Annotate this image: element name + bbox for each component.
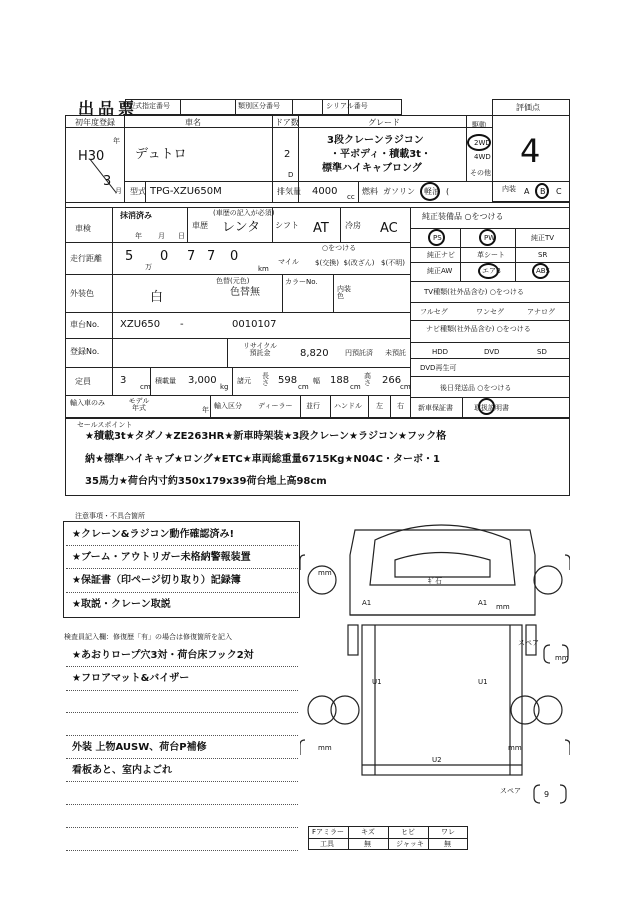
regno-label: 登録No. (70, 347, 100, 356)
disp-unit: cc (347, 193, 355, 201)
shift-value: AT (313, 221, 329, 236)
legend-h3: ヒビ (401, 828, 415, 836)
capacity-label: 定員 (75, 377, 91, 386)
door-unit: D (288, 171, 294, 179)
import-parallel: 並行 (306, 402, 320, 410)
doors-label: ドア数 (275, 118, 299, 127)
load-value: 3,000 (188, 375, 217, 386)
drive-2wd: 2WD (474, 139, 491, 147)
sales-point-label: セールスポイント (77, 421, 133, 429)
reg-label: 初年度登録 (75, 118, 115, 127)
mile-label: マイル (278, 258, 299, 266)
drive-4wd: 4WD (474, 153, 491, 161)
mileage-opt-label: ○をつける (322, 244, 357, 252)
mark-u2: U2 (432, 756, 442, 764)
sales-line-3: 35馬力★荷台内寸約350x179x39荷台地上高98cm (85, 476, 327, 487)
grade-label: グレード (368, 118, 400, 127)
recycle-label: リサイクル預託金 (242, 342, 278, 357)
mileage-label: 走行距離 (70, 254, 102, 263)
mileage-opt-1: $(交換) (315, 259, 339, 267)
len-value: 598 (278, 375, 298, 386)
month-unit: 月 (115, 187, 122, 195)
mileage-man: 万 (145, 263, 152, 271)
shift-label: シフト (275, 221, 299, 230)
history-value: レンタ (222, 220, 261, 235)
note-2: ★ブーム・アウトリガー未格納警報装置 (72, 552, 251, 563)
mileage-opt-2: $(改ざん) (343, 259, 375, 267)
fuel-label: 燃料 (362, 187, 378, 196)
spare-label-2: スペア (500, 787, 521, 795)
reg-month: 3 (103, 174, 112, 189)
equip-airbag: エアB (482, 267, 501, 275)
history-sub: (車歴の記入が必須) (213, 209, 275, 217)
capacity-value: 3 (120, 375, 127, 386)
len-unit: cm (298, 383, 309, 391)
equip-pw: PW (484, 234, 496, 242)
import-dist-label: 輸入区分 (214, 402, 242, 410)
legend-v1: 工具 (320, 840, 334, 848)
history-label: 車歴 (192, 221, 208, 230)
mm-3: mm (318, 744, 332, 752)
category-label: 類別区分番号 (238, 102, 280, 110)
drive-label: 駆動 (472, 121, 486, 129)
year-unit: 年 (113, 137, 120, 145)
load-label: 積載量 (155, 377, 176, 385)
interior-label: 内装 (502, 185, 516, 193)
import-year-unit: 年 (202, 406, 209, 414)
wid-value: 188 (330, 375, 350, 386)
mark-u1-right: U1 (478, 678, 488, 686)
mileage-d2: 0 (160, 249, 169, 264)
wid-unit: cm (350, 383, 361, 391)
tv-title: TV種類(社外品含む) ○をつける (424, 288, 524, 296)
wid-label: 幅 (313, 377, 320, 385)
color-change-label: 色替(元色) (216, 277, 250, 285)
navi-dvd-play: DVD再生可 (420, 364, 457, 372)
note-1: ★クレーン&ラジコン動作確認済み! (72, 529, 235, 540)
interior-b: B (540, 187, 546, 196)
interior-b-circle (535, 183, 549, 199)
color-value: 白 (150, 290, 164, 305)
note-3: ★保証書（印ページ切り取り）記録簿 (72, 575, 241, 586)
ac-label: 冷房 (345, 221, 361, 230)
spare-label-1: スペア (518, 639, 539, 647)
truck-damage-diagram (300, 515, 570, 815)
page-title: 出品票 (78, 99, 139, 118)
equip-abs-circle (532, 263, 549, 279)
inspector-5: 外装 上物AUSW、荷台P補修 (72, 742, 207, 753)
load-unit: kg (220, 383, 229, 391)
spare-value: 9 (544, 790, 550, 799)
navi-dvd: DVD (484, 348, 500, 356)
mileage-opt-3: $(不明) (381, 259, 405, 267)
equip-ps: PS (433, 234, 442, 242)
mileage-d5: 0 (230, 249, 239, 264)
serial-label: シリアル番号 (326, 102, 368, 110)
equip-tv: 純正TV (531, 234, 555, 242)
equip-ps-circle (428, 229, 445, 246)
equip-airbag-circle (478, 263, 499, 279)
chassis-prefix: XZU650 (120, 319, 161, 330)
import-model-year: モデル年式 (128, 397, 150, 412)
interior-c: C (556, 187, 562, 196)
certify-label: 型式指定番号 (128, 102, 170, 110)
mm-2: mm (496, 603, 510, 611)
recycle-unpaid: 未預託 (385, 349, 406, 357)
fuel-diesel: 軽油 (424, 187, 440, 196)
mark-chip: ｷﾞ石 (428, 577, 442, 585)
legend-h1: Fアミラー (312, 828, 345, 836)
inspect-month: 月 (158, 232, 165, 240)
mileage-d4: 7 (207, 249, 216, 264)
name-label: 車名 (185, 118, 201, 127)
model-label: 型式 (130, 187, 146, 196)
disp-label: 排気量 (277, 187, 301, 196)
recycle-unit: 円預託済 (345, 349, 373, 357)
handle-left: 左 (376, 402, 383, 410)
inspect-label: 車検 (75, 224, 91, 233)
equip-pw-circle (479, 229, 496, 246)
navi-sd: SD (537, 348, 547, 356)
chassis-dash: - (180, 319, 184, 330)
len-label: 長さ (262, 372, 269, 387)
reg-era: H30 (78, 149, 105, 164)
score-label: 評価点 (516, 103, 540, 112)
tv-oneseg: ワンセグ (476, 308, 504, 316)
legend-h2: キズ (361, 828, 375, 836)
capacity-unit: cm (140, 383, 151, 391)
hei-unit: cm (400, 383, 411, 391)
navi-hdd: HDD (432, 348, 449, 356)
mileage-km: km (258, 265, 269, 273)
tv-analog: アナログ (527, 308, 555, 316)
mileage-d3: 7 (187, 249, 196, 264)
grade-line-3: 標準ハイキャブロング (322, 163, 422, 174)
disp-value: 4000 (312, 186, 338, 197)
import-dealer: ディーラー (258, 402, 293, 410)
legend-v2: 無 (364, 840, 371, 848)
manual: 取扱説明書 (474, 404, 509, 412)
model-value: TPG-XZU650M (150, 186, 222, 197)
equip-sr: SR (538, 251, 548, 259)
equipment-title: 純正装備品 ○をつける (422, 212, 504, 221)
handle-right: 右 (397, 402, 404, 410)
recycle-value: 8,820 (300, 348, 329, 359)
chassis-label: 車台No. (70, 320, 100, 329)
equip-abs: ABS (536, 267, 550, 275)
fuel-diesel-circle (420, 182, 440, 201)
tv-fullseg: フルセグ (420, 308, 448, 316)
handle-label: ハンドル (334, 402, 362, 410)
mm-4: mm (508, 744, 522, 752)
inspect-day: 日 (178, 232, 185, 240)
mileage-d1: 5 (125, 249, 134, 264)
mm-1: mm (318, 569, 332, 577)
mark-u1-left: U1 (372, 678, 382, 686)
inspector-2: ★フロアマット&バイザー (72, 673, 190, 684)
inspector-6: 看板あと、室内よごれ (72, 765, 172, 776)
legend-v3: ジャッキ (396, 840, 424, 848)
sales-line-1: ★積載3t★タダノ★ZE263HR★新車時架装★3段クレーン★ラジコン★フック格 (85, 431, 447, 442)
ac-value: AC (380, 221, 398, 236)
mark-a1-left: A1 (362, 599, 372, 607)
color-label: 外装色 (70, 289, 94, 298)
chassis-number: 0010107 (232, 319, 277, 330)
grade-line-1: 3段クレーンラジコン (327, 135, 424, 146)
int-color-label: 内装色 (337, 285, 351, 300)
doors-value: 2 (284, 149, 291, 160)
color-code-label: カラーNo. (285, 278, 318, 286)
delivery-title: 後日発送品 ○をつける (440, 384, 512, 392)
notes-label: 注意事項・不具合箇所 (75, 512, 145, 520)
hei-label: 高さ (364, 372, 371, 387)
legend-v4: 無 (444, 840, 451, 848)
color-change: 色替無 (230, 287, 260, 298)
score-value: 4 (520, 132, 541, 170)
interior-a: A (524, 187, 530, 196)
car-name: デュトロ (135, 147, 187, 162)
equip-leather: 革シート (477, 251, 505, 259)
equip-navi: 純正ナビ (427, 251, 455, 259)
mark-a1-right: A1 (478, 599, 488, 607)
inspector-1: ★あおりロープ穴3対・荷台床フック2対 (72, 650, 254, 661)
dim-label: 諸元 (237, 377, 251, 385)
import-label: 輸入車のみ (70, 399, 105, 407)
inspect-year: 年 (135, 232, 142, 240)
inspector-label: 検査員記入欄：修復歴「有」の場合は修復箇所を記入 (64, 633, 232, 641)
note-4: ★取説・クレーン取説 (72, 599, 171, 610)
hei-value: 266 (382, 375, 402, 386)
manual-circle (478, 398, 495, 415)
inspect-value: 抹消済み (120, 211, 152, 220)
drive-2wd-circle (467, 134, 491, 151)
grade-line-2: ・平ボディ・積載3t・ (330, 149, 431, 160)
equip-aw: 純正AW (427, 267, 453, 275)
sales-line-2: 納★標準ハイキャブ★ロング★ETC★車両総重量6715Kg★N04C・ターボ・1 (85, 454, 440, 465)
legend-h4: ワレ (441, 828, 455, 836)
fuel-value: ガソリン (383, 187, 415, 196)
mm-5: mm (555, 654, 569, 662)
navi-title: ナビ種類(社外品含む) ○をつける (426, 325, 531, 333)
warranty: 新車保証書 (418, 404, 453, 412)
fuel-bracket: ( (446, 187, 450, 196)
drive-other: その他 (470, 169, 491, 177)
